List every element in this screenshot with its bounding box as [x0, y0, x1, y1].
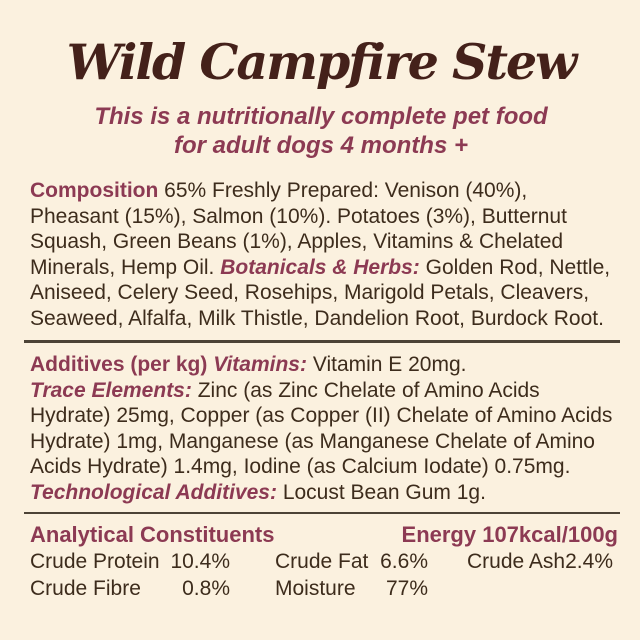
section-divider [24, 340, 620, 343]
nutrient-label: Moisture [275, 577, 356, 600]
table-row [30, 549, 618, 575]
vitamins-text: Vitamin E 20mg. [312, 353, 467, 376]
nutrient-cell [275, 576, 428, 602]
trace-elements-text: Zinc (as Zinc Chelate of Amino Acids Hydrate) 25mg, Copper (as Copper (II) Chelate of Amino Acids Hydrate) 1mg, Manganese (as Manganese Chelate of Amino Acids Hydrate) 1.4mg, Iodine (as Calcium Iodate) 0.75mg. [30, 378, 613, 478]
nutrient-label: Crude Protein [30, 550, 160, 573]
technological-additives-label: Technological Additives: [30, 480, 277, 504]
nutrient-label: Crude Fibre [30, 577, 141, 600]
analytical-heading: Analytical Constituents [30, 522, 275, 547]
analytical-header [30, 522, 618, 548]
nutrient-value: 2.4% [565, 550, 613, 573]
nutrient-label: Crude Fat [275, 550, 369, 573]
nutrient-cell [275, 549, 428, 575]
nutrient-label: Crude Ash [467, 550, 566, 573]
nutrient-value: 77% [385, 577, 428, 600]
vitamins-label: Vitamins: [213, 353, 307, 376]
nutrient-cell [30, 549, 230, 575]
nutrition-statement-line1: This is a nutritionally complete pet food [94, 103, 548, 130]
nutrient-value: 0.8% [182, 577, 230, 600]
composition-section [30, 178, 618, 331]
analytical-constituents-section [30, 522, 618, 602]
trace-elements-label: Trace Elements: [30, 378, 192, 402]
nutrient-cell [30, 576, 230, 602]
nutrient-cell [467, 576, 613, 602]
product-title: Wild Campfire Stew [66, 33, 576, 91]
botanicals-herbs-text: Golden Rod, Nettle, Aniseed, Celery Seed, Rosehips, Marigold Petals, Cleavers, Seaweed, Alfalfa, Milk Thistle, Dandelion Root, Burdock Root. [30, 255, 611, 330]
table-row [30, 576, 618, 602]
nutrition-statement-line2: for adult dogs 4 months + [173, 132, 468, 159]
nutrition-statement [24, 102, 618, 160]
energy-value: Energy 107kcal/100g [401, 522, 618, 547]
composition-text: 65% Freshly Prepared: Venison (40%), Pheasant (15%), Salmon (10%). Potatoes (3%), Butternut Squash, Green Beans (1%), Apples, Vitamins & Chelated Minerals, Hemp Oil. [30, 179, 567, 279]
additives-heading: Additives (per kg) [30, 353, 208, 376]
section-divider [24, 512, 620, 514]
nutrient-value: 10.4% [170, 550, 230, 573]
additives-section [30, 352, 618, 505]
botanicals-herbs-label: Botanicals & Herbs: [220, 255, 420, 279]
technological-additives-text: Locust Bean Gum 1g. [282, 480, 486, 504]
nutrient-value: 6.6% [380, 550, 428, 573]
composition-heading: Composition [30, 179, 159, 202]
nutrient-cell [467, 549, 613, 575]
